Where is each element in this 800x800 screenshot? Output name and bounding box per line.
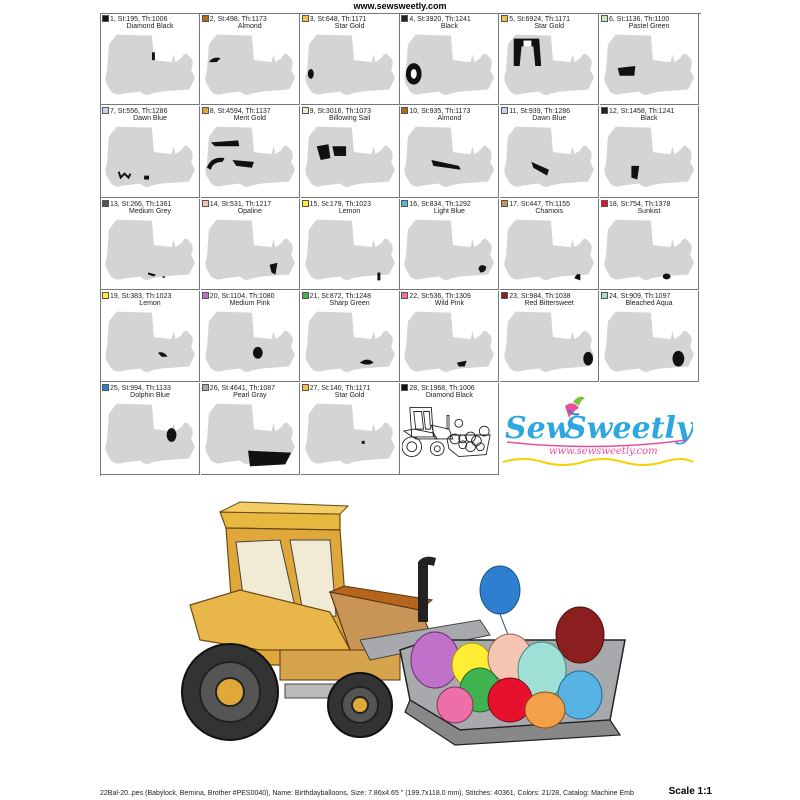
logo-graphic <box>503 392 693 472</box>
color-swatch <box>202 200 209 207</box>
color-chart-stitch-info: 11, St:939, Th:1286 <box>509 108 571 116</box>
color-chart-cell <box>201 199 300 290</box>
design-silhouette <box>602 217 696 285</box>
color-chart-cell <box>201 291 300 382</box>
color-chart-stitch-info: 23, St:984, Th:1038 <box>509 292 571 300</box>
color-chart-thread-name: Lemon <box>139 299 161 307</box>
design-silhouette <box>203 32 297 100</box>
color-chart-cell <box>400 106 499 197</box>
color-chart-cell <box>101 14 200 105</box>
color-chart-cell <box>500 199 599 290</box>
design-silhouette <box>502 124 596 192</box>
color-chart-cell <box>201 383 300 474</box>
color-chart-stitch-info: 13, St:266, Th:1361 <box>110 200 172 208</box>
design-silhouette <box>203 401 297 469</box>
color-chart-cell <box>101 291 200 382</box>
color-chart-stitch-info: 2, St:498, Th:1173 <box>209 16 267 23</box>
design-silhouette <box>502 309 596 377</box>
color-swatch <box>401 200 408 207</box>
color-chart-cell <box>400 291 499 382</box>
color-chart-thread-name: Sunkist <box>637 207 661 215</box>
design-silhouette <box>203 124 297 192</box>
color-chart-thread-name: Medium Pink <box>229 299 271 307</box>
color-chart-thread-name: Star Gold <box>334 392 365 400</box>
color-chart-stitch-info: 18, St:754, Th:1378 <box>609 200 671 208</box>
color-chart-thread-name: Star Gold <box>334 23 365 30</box>
color-chart-stitch-info: 22, St:536, Th:1309 <box>409 292 471 300</box>
color-chart-thread-name: Pearl Gray <box>233 392 267 400</box>
design-silhouette <box>602 309 696 377</box>
svg-text:Sweetly: Sweetly <box>565 411 693 446</box>
color-chart-thread-name: Dawn Blue <box>532 115 567 123</box>
color-swatch <box>501 15 508 22</box>
design-silhouette <box>203 309 297 377</box>
design-silhouette <box>103 124 197 192</box>
color-swatch <box>202 384 209 391</box>
color-chart-thread-name: Diamond Black <box>425 392 473 400</box>
color-swatch <box>202 15 209 22</box>
color-chart-stitch-info: 7, St:556, Th:1286 <box>110 108 168 116</box>
color-chart-thread-name: Black <box>640 115 658 123</box>
color-swatch <box>302 384 309 391</box>
color-chart-thread-name: Black <box>440 23 458 30</box>
color-chart-thread-name: Almond <box>237 23 262 30</box>
color-swatch <box>501 292 508 299</box>
color-swatch <box>601 292 608 299</box>
color-chart-cell <box>101 199 200 290</box>
color-chart-thread-name: Chamois <box>535 207 563 215</box>
color-chart-stitch-info: 24, St:909, Th:1097 <box>609 292 671 300</box>
logo-url: www.sewsweetly.com <box>549 446 658 457</box>
design-silhouette <box>303 309 397 377</box>
color-chart-thread-name: Pastel Green <box>628 23 670 30</box>
color-chart-stitch-info: 28, St:1968, Th:1006 <box>409 385 475 393</box>
color-swatch <box>401 107 408 114</box>
color-chart-cell <box>400 14 499 105</box>
color-swatch <box>302 107 309 114</box>
color-swatch <box>601 200 608 207</box>
design-silhouette <box>103 217 197 285</box>
color-chart-stitch-info: 10, St:935, Th:1173 <box>409 108 471 116</box>
color-chart-stitch-info: 5, St:6924, Th:1171 <box>509 16 571 23</box>
sew-sweetly-logo <box>503 392 693 472</box>
color-swatch <box>302 200 309 207</box>
color-chart-cell <box>500 106 599 197</box>
color-chart-stitch-info: 4, St:3920, Th:1241 <box>409 16 471 23</box>
balloon-pink <box>437 687 473 723</box>
color-chart-stitch-info: 14, St:531, Th:1217 <box>209 200 272 208</box>
color-chart-stitch-info: 3, St:648, Th:1171 <box>309 16 367 23</box>
color-chart-thread-name: Almond <box>437 115 462 123</box>
color-chart-stitch-info: 20, St:1104, Th:1080 <box>209 292 275 300</box>
design-silhouette <box>303 124 397 192</box>
color-chart-cell <box>301 383 400 474</box>
balloon-purple <box>411 632 459 688</box>
color-swatch <box>102 107 109 114</box>
color-chart-cell <box>101 106 200 197</box>
color-chart-stitch-info: 12, St:1458, Th:1241 <box>609 108 675 116</box>
cab-roof <box>220 512 340 530</box>
color-swatch <box>501 107 508 114</box>
color-chart-cell <box>301 199 400 290</box>
design-silhouette <box>402 309 496 377</box>
design-silhouette <box>502 217 596 285</box>
color-chart-stitch-info: 21, St:872, Th:1248 <box>309 292 371 300</box>
color-chart-thread-name: Lemon <box>338 207 361 215</box>
color-chart-stitch-info: 19, St:383, Th:1023 <box>110 292 172 300</box>
color-swatch <box>401 384 408 391</box>
color-swatch <box>102 200 109 207</box>
design-silhouette <box>402 32 496 100</box>
color-chart-thread-name: Merit Gold <box>233 115 266 123</box>
color-chart-cell <box>400 199 499 290</box>
site-url[interactable]: www.sewsweetly.com <box>353 1 447 11</box>
color-chart-cell <box>600 106 699 197</box>
color-swatch <box>102 292 109 299</box>
scale-label: Scale 1:1 <box>668 786 712 797</box>
color-chart-cell <box>101 383 200 474</box>
color-chart-stitch-info: 27, St:140, Th:1171 <box>309 385 371 393</box>
balloon-red-dark <box>556 607 604 663</box>
color-chart-thread-name: Light Blue <box>433 207 465 215</box>
color-chart-cell <box>301 14 400 105</box>
color-swatch <box>202 107 209 114</box>
color-swatch <box>601 107 608 114</box>
color-swatch <box>601 15 608 22</box>
balloon-blue <box>480 566 520 614</box>
design-silhouette <box>402 217 496 285</box>
color-chart-stitch-info: 8, St:4594, Th:1137 <box>209 108 271 116</box>
color-chart-stitch-info: 16, St:834, Th:1292 <box>409 200 471 208</box>
design-silhouette <box>103 401 197 469</box>
design-silhouette <box>303 32 397 100</box>
footer-info: 22Bal-20..pes (Babylock, Bernina, Brother #PES0040), Name: Birthdayballoons, Size: 7.86x4.65 " (199.7x118.0 mm), Stitches: 40361, Colors: 21/28, Catalog: Machine Emb <box>100 790 634 797</box>
color-chart-thread-name: Opaline <box>237 207 262 215</box>
design-silhouette <box>602 124 696 192</box>
color-chart-thread-name: Billowing Sail <box>328 115 371 123</box>
design-silhouette <box>203 217 297 285</box>
design-silhouette <box>303 217 397 285</box>
color-chart-cell <box>600 14 699 105</box>
exhaust-pipe <box>418 562 428 622</box>
color-chart-cell <box>201 106 300 197</box>
color-chart-stitch-info: 6, St:1136, Th:1100 <box>609 16 670 23</box>
color-swatch <box>401 15 408 22</box>
svg-text:Sew: Sew <box>505 411 572 446</box>
design-silhouette <box>602 32 696 100</box>
color-chart-thread-name: Bleached Aqua <box>625 299 673 307</box>
design-silhouette <box>103 309 197 377</box>
color-chart-thread-name: Sharp Green <box>329 299 370 307</box>
design-outline-preview <box>402 401 496 469</box>
color-chart-cell <box>500 291 599 382</box>
color-swatch <box>501 200 508 207</box>
color-chart-cell <box>201 14 300 105</box>
color-chart-thread-name: Wild Pink <box>434 299 464 307</box>
color-chart-stitch-info: 15, St:179, Th:1023 <box>309 200 371 208</box>
color-chart-cell <box>301 106 400 197</box>
main-embroidery-design <box>180 500 640 750</box>
color-chart-thread-name: Dawn Blue <box>133 115 167 123</box>
color-chart-thread-name: Dolphin Blue <box>130 392 170 400</box>
color-chart-stitch-info: 25, St:994, Th:1133 <box>110 385 171 393</box>
color-chart-cell <box>600 291 699 382</box>
color-chart-thread-name: Medium Grey <box>128 207 171 215</box>
design-silhouette <box>402 124 496 192</box>
color-chart-stitch-info: 26, St:4641, Th:1087 <box>209 385 276 393</box>
color-chart-thread-name: Star Gold <box>534 23 564 30</box>
color-swatch <box>302 292 309 299</box>
color-chart-stitch-info: 1, St:195, Th:1006 <box>110 16 168 23</box>
color-chart-stitch-info: 17, St:447, Th:1155 <box>509 200 571 208</box>
color-chart-cell <box>500 14 599 105</box>
color-chart-cell <box>301 291 400 382</box>
color-swatch <box>102 384 109 391</box>
design-silhouette <box>303 401 397 469</box>
color-chart-stitch-info: 9, St:3016, Th:1073 <box>309 108 371 116</box>
color-swatch <box>102 15 109 22</box>
color-chart-thread-name: Red Bittersweet <box>524 299 574 307</box>
design-silhouette <box>502 32 596 100</box>
balloon-orange <box>525 692 565 728</box>
color-swatch <box>401 292 408 299</box>
design-silhouette <box>103 32 197 100</box>
color-swatch <box>302 15 309 22</box>
color-swatch <box>202 292 209 299</box>
color-chart-cell <box>400 383 499 474</box>
color-chart-thread-name: Diamond Black <box>126 23 174 30</box>
color-chart-cell <box>600 199 699 290</box>
